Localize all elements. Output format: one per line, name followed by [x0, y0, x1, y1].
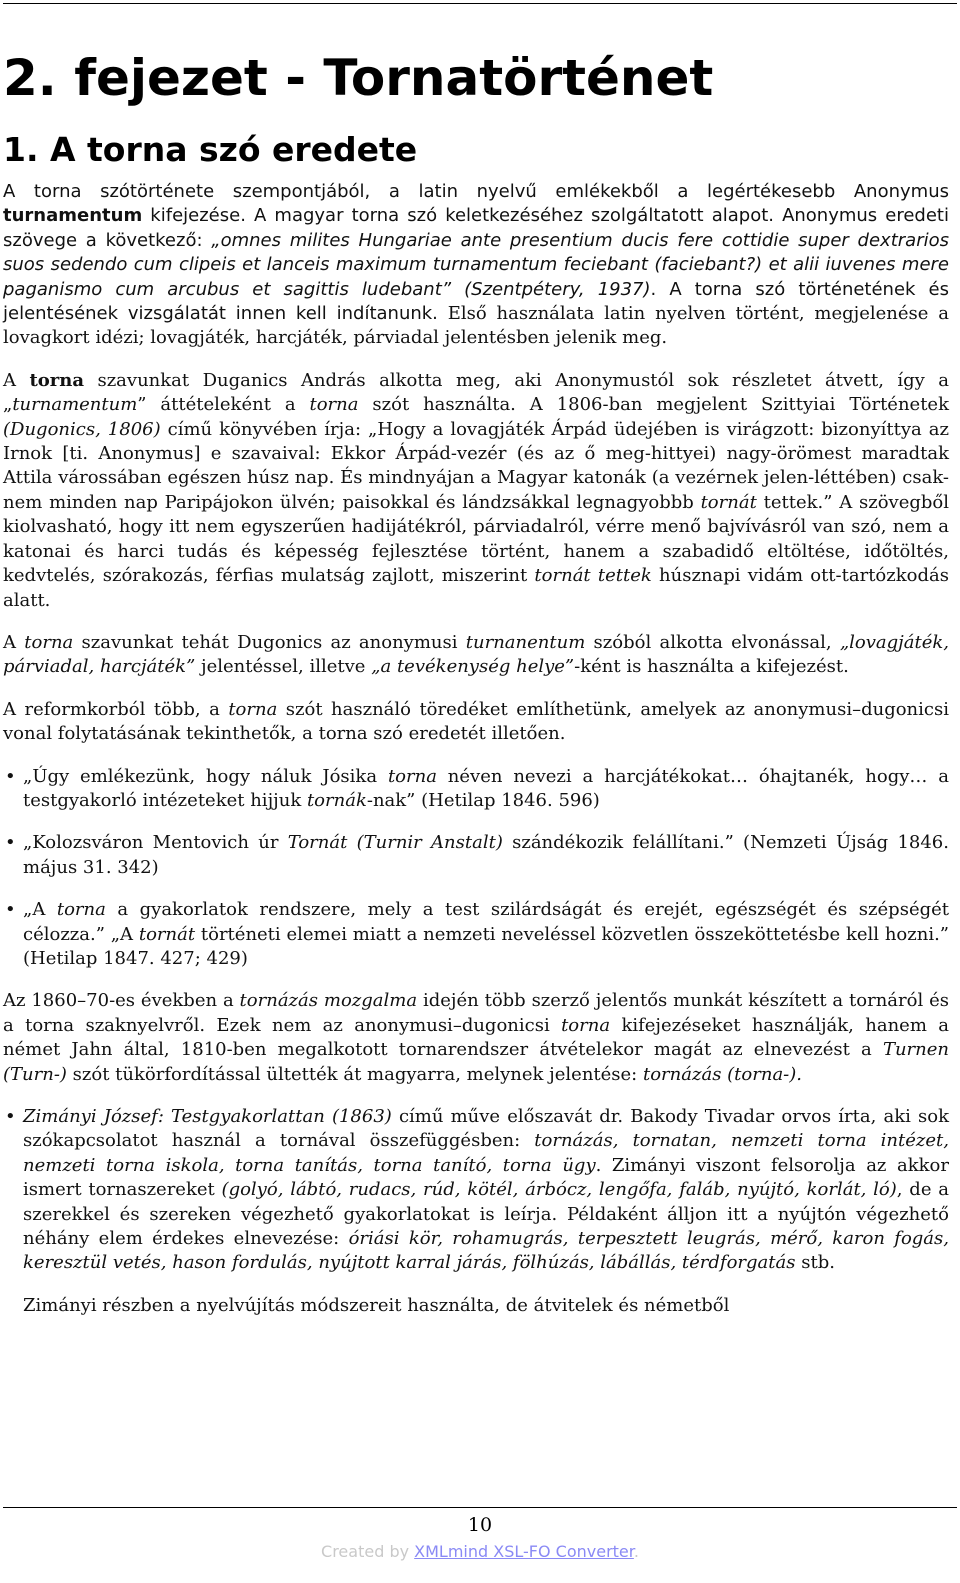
page-content — [3, 48, 949, 1336]
list-item: • „A torna a gyakorlatok rendszere, mely a test szilárdságát és erejét, egészségét és szépségét célozza.” „A tornát történeti elemei miatt a nemzeti neveléssel közvetlen összeköttetésbe kell hozni.” (Hetilap 1847. 427; 429) — [5, 899, 950, 969]
bullet-icon: • — [5, 765, 16, 787]
header-rule — [3, 3, 957, 4]
page-number: 10 — [467, 1514, 493, 1536]
footer-credit: Created by XMLmind XSL-FO Converter. — [321, 1542, 639, 1561]
list-item: • „Úgy emlékezünk, hogy náluk Jósika torna néven nevezi a harcjátékokat… óhajtanék, hogy… a testgyakorló intézeteket hijjuk tornák-nak” (Hetilap 1846. 596) — [5, 765, 950, 811]
paragraph-6: Zimányi részben a nyelvújítás módszereit használta, de átvitelek és németből — [23, 1294, 730, 1316]
list-item: • Zimányi József: Testgyakorlattan (1863) című műve előszavát dr. Bakody Tivadar orvos írta, aki sok szókapcsolatot használ a tornával összefüggésben: tornázás, tornatan, nemzeti torna intézet, nemzeti torna iskola, torna tanítás, torna tanító, torna ügy. Zimányi viszont felsorolja az akkor ismert tornaszereket (golyó, lábtó, rudacs, rúd, kötél, árbócz, lengőfa, faláb, nyújtó, korlát, ló), de a szerekkel és szereken végezhető gyakorlatokat is leírja. Példaként álljon itt a nyújtón végezhető néhány elem érdekes elnevezése: óriási kör, rohamugrás, terpesztett leugrás, mérő, karon fogás, keresztül vetés, hason fordulás, nyújtott karral járás, fölhúzás, lábállás, térdforgatás stb. — [5, 1106, 949, 1274]
paragraph-1: A torna szótörténete szempontjából, a latin nyelvű emlékekből a legértékesebb Anonymus turnamentum kifejezése. A magyar torna szó keletkezéséhez szolgáltatott alapot. Anonymus eredeti szövege a következő: „omnes milites Hungariae ante presentium ducis fere cottidie super dextrarios suos sedendo cum clipeis et lanceis maximum turnamentum feciebant (faciebant?) et alii iuvenes mere paganismo cum arcubus et sagittis ludebant” (Szentpétery, 1937). A torna szó történetének és jelentésének vizsgálatát innen kell indítanunk. Első használata latin nyelven történt, megjelenése a lovagkort idézi; lovagjáték, harcjáték, párviadal jelentésben jelenik meg. — [3, 181, 949, 349]
paragraph-3: A torna szavunkat tehát Dugonics az anonymusi turnanentum szóból alkotta elvonással, „lovagjáték, párviadal, harcjáték” jelentéssel, illetve „a tevékenység helye”-ként is használta a kifejezést. — [3, 631, 950, 678]
bullet-icon: • — [5, 832, 16, 854]
paragraph-5: Az 1860–70-es években a tornázás mozgalma idején több szerző jelentős munkát készített a tornáról és a torna szaknyelvről. Ezek nem az anonymusi–dugonicsi torna kifejezéseket használják, hanem a német Jahn által, 1810-ben megalkotott tornarendszer átvételekor magát az elnevezést a Turnen (Turn-) szót tükörfordítással ültették át magyarra, melynek jelentése: tornázás (torna-). — [3, 990, 949, 1085]
bullet-icon: • — [5, 1106, 16, 1127]
chapter-title: 2. fejezet - Tornatörténet — [3, 49, 714, 107]
footer-rule — [3, 1507, 957, 1508]
list-item: • „Kolozsváron Mentovich úr Tornát (Turnir Anstalt) szándékozik felállítani.” (Nemzeti Újság 1846. május 31. 342) — [5, 832, 949, 878]
section-title: 1. A torna szó eredete — [3, 130, 418, 169]
citation-list — [3, 765, 949, 972]
bullet-icon: • — [5, 899, 16, 921]
paragraph-2: A torna szavunkat Duganics András alkotta meg, aki Anonymustól sok részletet átvett, így a „turnamentum” áttételeként a torna szót használta. A 1806-ban megjelent Szittyiai Történetek (Dugonics, 1806) című könyvében írja: „Hogy a lovagjáték Árpád üdejében is virágzott: bizonyíttya az Irnok [ti. Anonymus] e szavaival: Ekkor Árpád-vezér (és az ő meg-hittyei) nagy-örömest maradtak Attila várossában egészen húsz nap. És mindnyájan a Magyar katonák (a vezérnek jelen-léttében) csak-nem minden nap Paripájokon ülvén; paisokkal és lándzsákkal legnagyobbb tornát tettek.” A szövegből kiolvasható, hogy itt nem egyszerűen hadijátékról, párviadalról, vérre menő bajvívásról van szó, nem a katonai és harci tudás és képesség fejlesztése történt, hanem a szabadidő eltöltése, időtöltés, kedvtelés, szórakozás, férfias mulatság zajlott, miszerint tornát tettek húsznapi vidám ott-tartózkodás alatt. — [3, 369, 949, 611]
paragraph-4: A reformkorból több, a torna szót használó töredéket említhetünk, amelyek az anonymusi–dugonicsi vonal folytatásának tekinthetők, a torna szó eredetét illetően. — [3, 698, 949, 745]
source-list — [3, 1105, 949, 1276]
converter-link[interactable]: XMLmind XSL-FO Converter — [414, 1542, 634, 1561]
